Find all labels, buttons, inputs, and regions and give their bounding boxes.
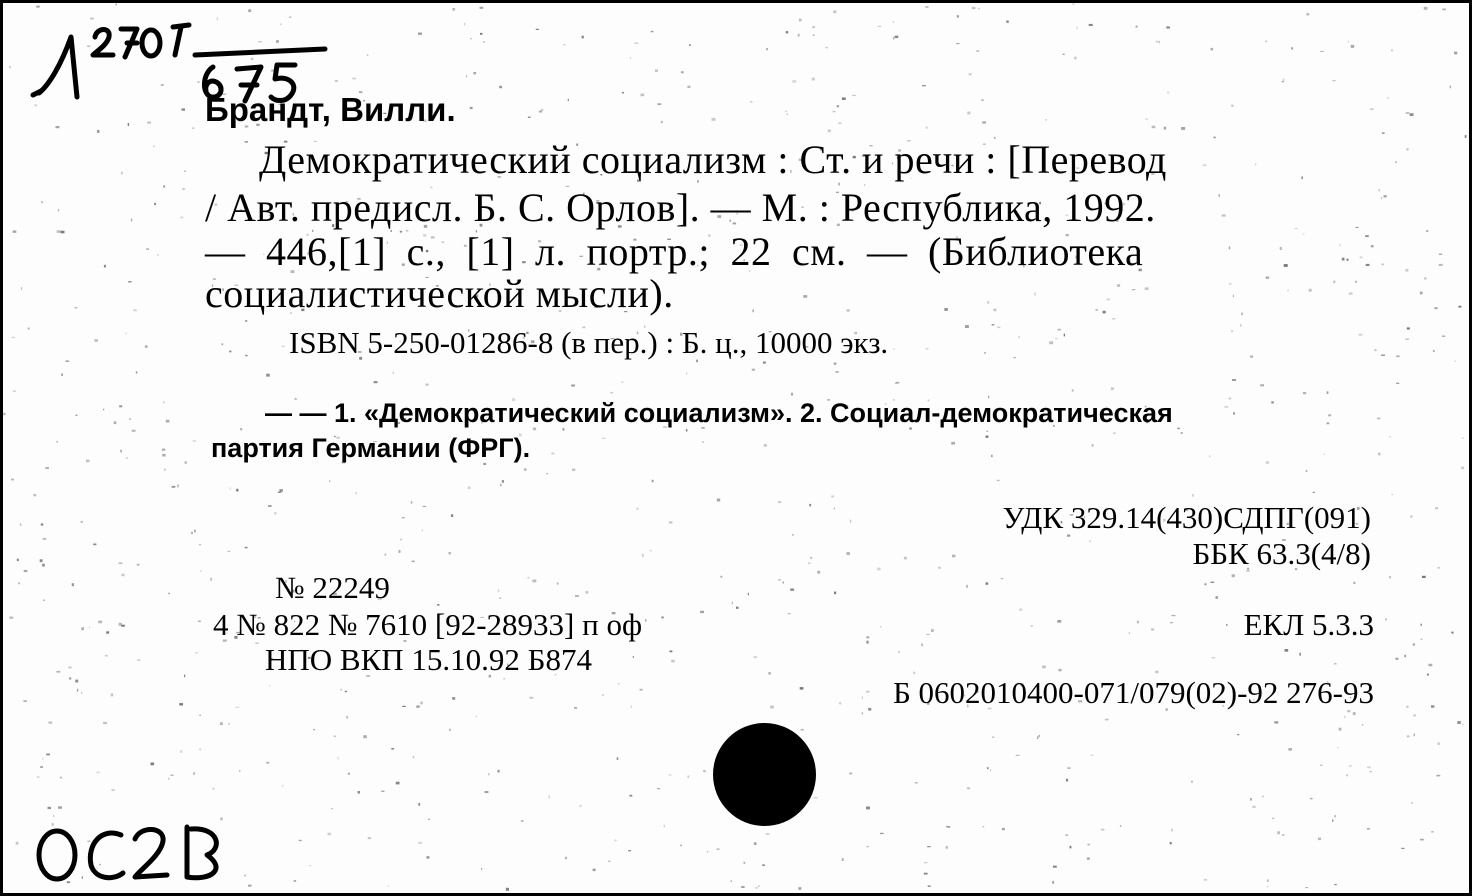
handwritten-location-code bbox=[31, 815, 241, 887]
udc-code: УДК 329.14(430)СДПГ(091) bbox=[1002, 500, 1371, 535]
title-line-1: Демократический социализм : Ст. и речи : [Перевод bbox=[259, 137, 1167, 182]
record-number: № 22249 bbox=[275, 570, 390, 605]
print-line: 4 № 822 № 7610 [92-28933] п оф bbox=[213, 607, 643, 642]
author-heading: Брандт, Вилли. bbox=[205, 91, 456, 128]
title-line-4: социалистической мысли). bbox=[205, 271, 674, 316]
isbn-line: ISBN 5-250-01286-8 (в пер.) : Б. ц., 10000 экз. bbox=[289, 325, 889, 360]
subjects-line-1: — — 1. «Демократический социализм». 2. Социал-демократическая bbox=[265, 398, 1173, 428]
title-line-2: / Авт. предисл. Б. С. Орлов]. — М. : Республика, 1992. bbox=[205, 185, 1156, 230]
producer-line: НПО ВКП 15.10.92 Б874 bbox=[265, 642, 592, 677]
index-line: Б 0602010400-071/079(02)-92 276-93 bbox=[892, 675, 1374, 710]
title-line-3: — 446,[1] с., [1] л. портр.; 22 см. — (Библиотека bbox=[205, 229, 1144, 274]
bbk-code: ББК 63.3(4/8) bbox=[1192, 536, 1371, 571]
subjects-line-2: партия Германии (ФРГ). bbox=[211, 433, 531, 463]
punch-hole bbox=[713, 723, 816, 826]
ekl-code: ЕКЛ 5.3.3 bbox=[1243, 607, 1374, 642]
